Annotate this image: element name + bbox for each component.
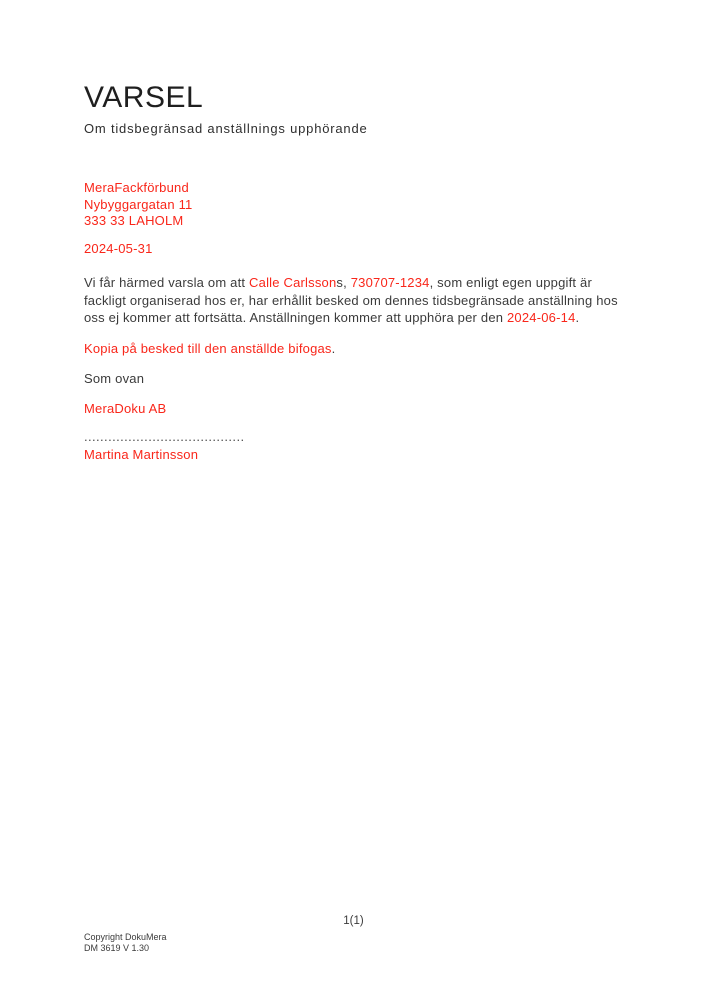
document-title: VARSEL: [84, 81, 204, 114]
recipient-name: MeraFackförbund: [84, 180, 189, 195]
personal-number: 730707-1234: [350, 275, 430, 290]
employee-name: Calle Carlsson: [249, 275, 337, 290]
employment-end-date: 2024-06-14: [507, 310, 576, 325]
footer-copyright-block: [84, 932, 167, 953]
recipient-postal-city: 333 33 LAHOLM: [84, 213, 184, 228]
document-subtitle: Om tidsbegränsad anställnings upphörande: [84, 121, 368, 136]
footer-document-id: DM 3619 V 1.30: [84, 942, 150, 953]
signature-signer-name: Martina Martinsson: [84, 447, 199, 462]
body-intro: Vi får härmed varsla om att: [84, 275, 250, 290]
body-genitive: s,: [336, 275, 351, 290]
page-number: 1(1): [343, 915, 364, 927]
copy-note: [84, 341, 335, 356]
recipient-address-block: [84, 180, 192, 230]
body-paragraph: [84, 274, 632, 327]
body-middle: , som enligt egen uppgift är fackligt organiserad hos er, har erhållit besked om dennes tidsbegränsade anställning hos oss ej kommer att fortsätta. Anställningen kommer att upphöra per den: [84, 275, 618, 325]
letter-date: 2024-05-31: [84, 241, 153, 256]
recipient-street: Nybyggargatan 11: [84, 196, 193, 212]
signature-salutation: Som ovan: [84, 371, 145, 386]
copy-note-text: Kopia på besked till den anställde bifogas: [84, 341, 332, 356]
footer-copyright: Copyright DokuMera: [84, 932, 167, 942]
signature-dotted-line: ........................................: [84, 429, 245, 444]
signature-company: MeraDoku AB: [84, 401, 167, 416]
copy-note-period: .: [331, 341, 336, 356]
body-period: .: [575, 310, 580, 325]
